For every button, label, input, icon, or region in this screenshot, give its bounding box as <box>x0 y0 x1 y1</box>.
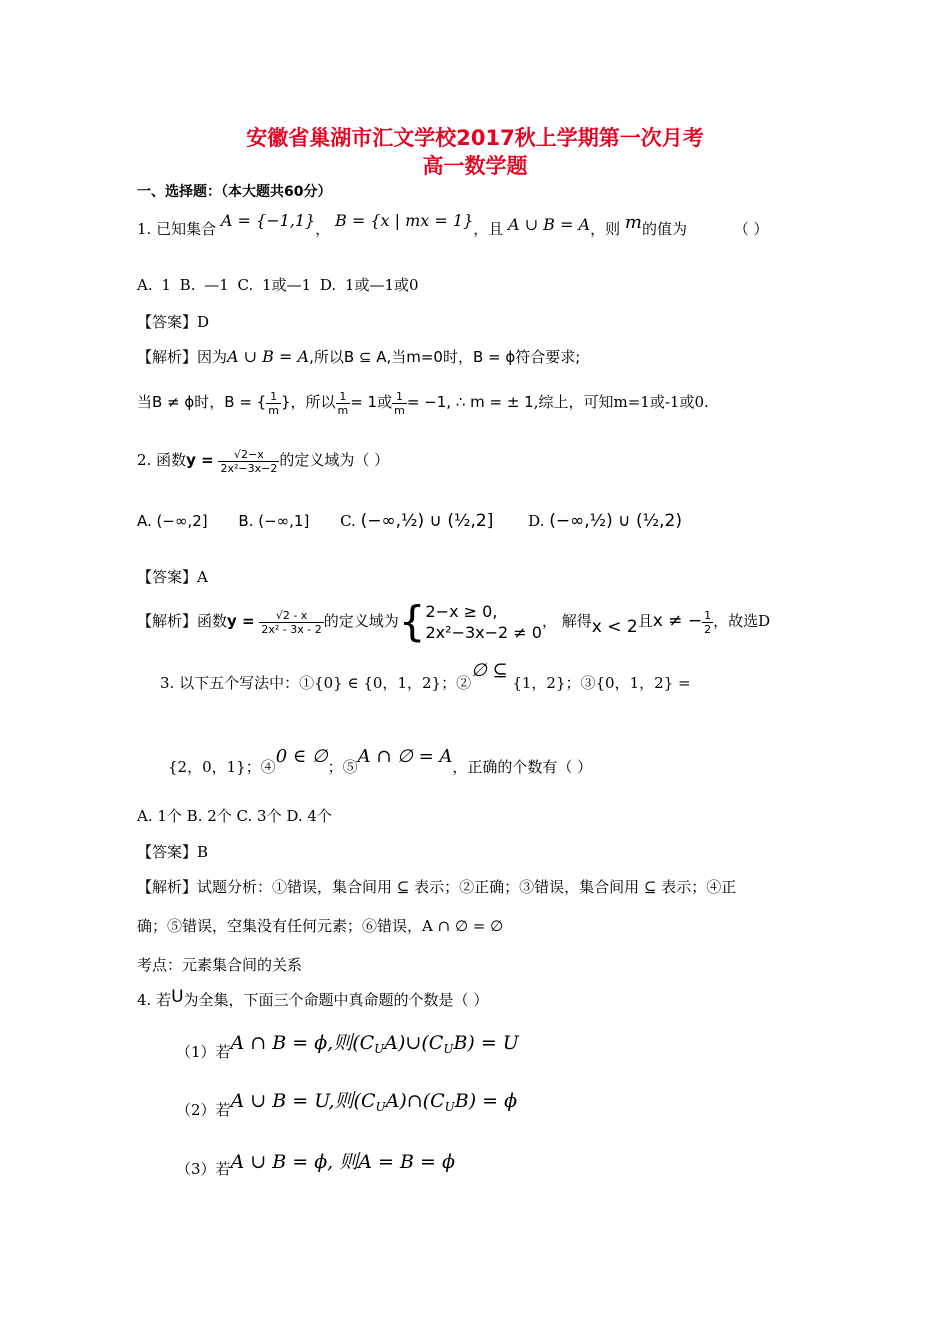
q1-answer-label: 【答案】 <box>137 313 198 331</box>
q4-p2-label: （2）若 <box>176 1101 231 1119</box>
q3-jiexi-l1: 试题分析：①错误，集合间用 ⊆ 表示；②正确；③错误，集合间用 ⊆ 表示；④正 <box>197 878 737 896</box>
q4-p3-label: （3）若 <box>176 1160 231 1178</box>
q1-jiexi-l1a: 因为 <box>197 348 228 366</box>
q2-option-b: B. (−∞,1] <box>238 512 310 530</box>
q3-line1-a: 3. 以下五个写法中：①{0} ∈ {0，1，2}；② <box>160 674 472 692</box>
q2-half-num: 1 <box>704 608 712 622</box>
q1-explanation-line1 <box>137 346 580 367</box>
q2-jiexi-g: ，故选D <box>713 612 771 630</box>
q2-jiexi-d: x < 2 <box>591 617 638 637</box>
q2-option-c-label: C. <box>340 512 356 530</box>
q2-system-brace: { <box>398 597 426 646</box>
q3-line1-b: {1，2}；③{0，1，2} = <box>512 674 691 692</box>
q2-end: 的定义域为（ ） <box>279 451 390 469</box>
q1-prefix: 1. 已知集合 <box>137 220 217 238</box>
q2-option-a: A. (−∞,2] <box>137 512 208 530</box>
q1-jiexi-l2b: }，所以 <box>280 393 336 411</box>
q4-p2-sub2: U <box>444 1100 455 1114</box>
q1-jiexi-l2c: = 1或 <box>350 393 393 411</box>
q2-jiexi-frac-num: √2 - x <box>259 609 323 623</box>
q4-proposition-2 <box>176 1086 518 1119</box>
question-3-line2 <box>168 746 593 777</box>
q4-p1-label: （1）若 <box>176 1043 231 1061</box>
q2-frac-den: 2x²−3x−2 <box>220 461 278 475</box>
q1-answer-value: D <box>197 313 210 331</box>
q1-jiexi-l2e: ,综上，可知m=1或-1或0. <box>533 393 709 411</box>
q4-p2-a: A ∪ B = U,则(C <box>230 1090 376 1112</box>
q2-y: y = <box>186 451 214 469</box>
q4-proposition-1 <box>176 1028 519 1061</box>
q2-jiexi-b: 的定义域为 <box>323 612 399 630</box>
q1-frac3-den: m <box>394 403 405 417</box>
question-4-stem <box>137 989 488 1010</box>
q2-half-fraction <box>702 609 713 636</box>
q2-answer <box>137 566 208 587</box>
q3-explanation-line2: 确；⑤错误，空集没有任何元素；⑥错误，A ∩ ∅ = ∅ <box>137 917 504 935</box>
q2-explanation <box>137 598 770 644</box>
q4-p1-b: A)∪(C <box>384 1032 444 1054</box>
q2-jiexi-c: ， 解得 <box>541 612 592 630</box>
q2-system-line1: 2−x ≥ 0, <box>425 602 498 621</box>
q3-answer-value: B <box>197 843 209 861</box>
q1-fraction-2 <box>336 390 351 417</box>
q2-prefix: 2. 函数 <box>137 451 187 469</box>
q1-mid2: ，则 <box>590 220 621 238</box>
q3-sym4: 0 ∈ ∅ <box>275 746 328 767</box>
q4-p2-b: A)∩(C <box>385 1090 445 1112</box>
q1-mid: ，且 <box>473 220 504 238</box>
q1-frac2-num: 1 <box>336 390 351 404</box>
q2-answer-label: 【答案】 <box>137 568 198 586</box>
q3-sym2: ∅ ⊆ <box>471 660 508 681</box>
q2-jiexi-frac-den: 2x² - 3x - 2 <box>261 622 322 636</box>
q1-answer <box>137 311 209 332</box>
q1-jiexi-l1b: A ∪ B = A <box>227 347 310 366</box>
q1-jiexi-label: 【解析】 <box>137 348 198 366</box>
q1-jiexi-l1c: ,所以B ⊆ A,当m=0时，B = ϕ符合要求; <box>309 348 581 366</box>
q1-explanation-line2 <box>137 382 709 422</box>
q3-jiexi-label: 【解析】 <box>137 878 198 896</box>
q4-p2-c: B) = ϕ <box>454 1090 518 1112</box>
q3-answer <box>137 841 208 862</box>
q2-jiexi-y: y = <box>227 612 255 630</box>
q3-line2-b: ；⑤ <box>327 758 358 776</box>
q2-answer-value: A <box>197 568 208 586</box>
q1-options: A. 1 B. —1 C. 1或—1 D. 1或—1或0 <box>137 276 419 294</box>
q4-p1-sub1: U <box>374 1042 385 1056</box>
q1-frac2-den: m <box>337 403 349 417</box>
q1-end: 的值为 <box>641 220 687 238</box>
question-2-stem <box>137 440 389 480</box>
q3-answer-label: 【答案】 <box>137 843 198 861</box>
doc-title-line1: 安徽省巢湖市汇文学校2017秋上学期第一次月考 <box>246 126 704 150</box>
q2-option-d-label: D. <box>528 512 545 530</box>
q1-condition: A ∪ B = A <box>508 215 591 234</box>
q1-frac1-den: m <box>268 403 279 417</box>
q3-line2-c: ，正确的个数有（ ） <box>452 758 593 776</box>
q4-p2-sub1: U <box>375 1100 386 1114</box>
q2-jiexi-label: 【解析】 <box>137 612 198 630</box>
q1-jiexi-l2a: 当B ≠ ϕ时，B = { <box>137 393 267 411</box>
q4-p1-a: A ∩ B = ϕ,则(C <box>230 1032 375 1054</box>
q3-options: A. 1个 B. 2个 C. 3个 D. 4个 <box>137 807 332 825</box>
q1-fraction-3 <box>392 390 407 417</box>
q2-frac-num: √2−x <box>218 448 279 462</box>
q2-options <box>137 505 682 537</box>
q1-fraction-1 <box>266 390 281 417</box>
question-1-stem <box>137 211 769 239</box>
q2-jiexi-a: 函数 <box>197 612 228 630</box>
q2-system <box>426 601 542 643</box>
doc-title-line2: 高一数学题 <box>422 154 528 178</box>
q4-stem-b: 为全集，下面三个命题中真命题的个数是（ ） <box>183 991 489 1009</box>
q2-fraction <box>218 448 279 475</box>
q1-frac3-num: 1 <box>392 390 407 404</box>
q1-jiexi-l2d: = −1, ∴ m = ± 1 <box>406 393 534 411</box>
q1-set-b: B = {x | mx = 1} <box>335 211 474 230</box>
q4-p1-c: B) = U <box>453 1032 519 1054</box>
q2-system-line2: 2x²−3x−2 ≠ 0 <box>425 623 542 642</box>
q4-u: U <box>171 987 184 1007</box>
question-3-line1 <box>160 660 691 693</box>
q2-option-d: (−∞,½) ∪ (½,2) <box>549 511 682 531</box>
q1-paren: （ ） <box>733 220 769 238</box>
q2-half-den: 2 <box>704 622 712 636</box>
q1-comma: ， <box>315 220 331 238</box>
q2-jiexi-e: 且 <box>637 612 653 630</box>
q3-sym5: A ∩ ∅ = A <box>357 746 453 767</box>
q1-set-a: A = {−1,1} <box>220 211 316 230</box>
q2-option-c: (−∞,½) ∪ (½,2] <box>360 511 494 531</box>
q2-jiexi-f: x ≠ − <box>652 611 703 631</box>
q3-kaodian: 考点：元素集合间的关系 <box>137 956 303 974</box>
q4-stem-a: 4. 若 <box>137 991 172 1009</box>
q4-proposition-3 <box>176 1147 455 1178</box>
q4-p1-sub2: U <box>443 1042 454 1056</box>
q4-p3: A ∪ B = ϕ, 则A = B = ϕ <box>230 1151 455 1173</box>
q1-frac1-num: 1 <box>266 390 281 404</box>
section-heading: 一、选择题：（本大题共60分） <box>137 184 332 200</box>
q2-jiexi-fraction <box>259 609 323 636</box>
q3-line2-a: {2，0，1}；④ <box>168 758 276 776</box>
q3-explanation-line1 <box>137 876 736 897</box>
q1-m: m <box>624 212 642 233</box>
